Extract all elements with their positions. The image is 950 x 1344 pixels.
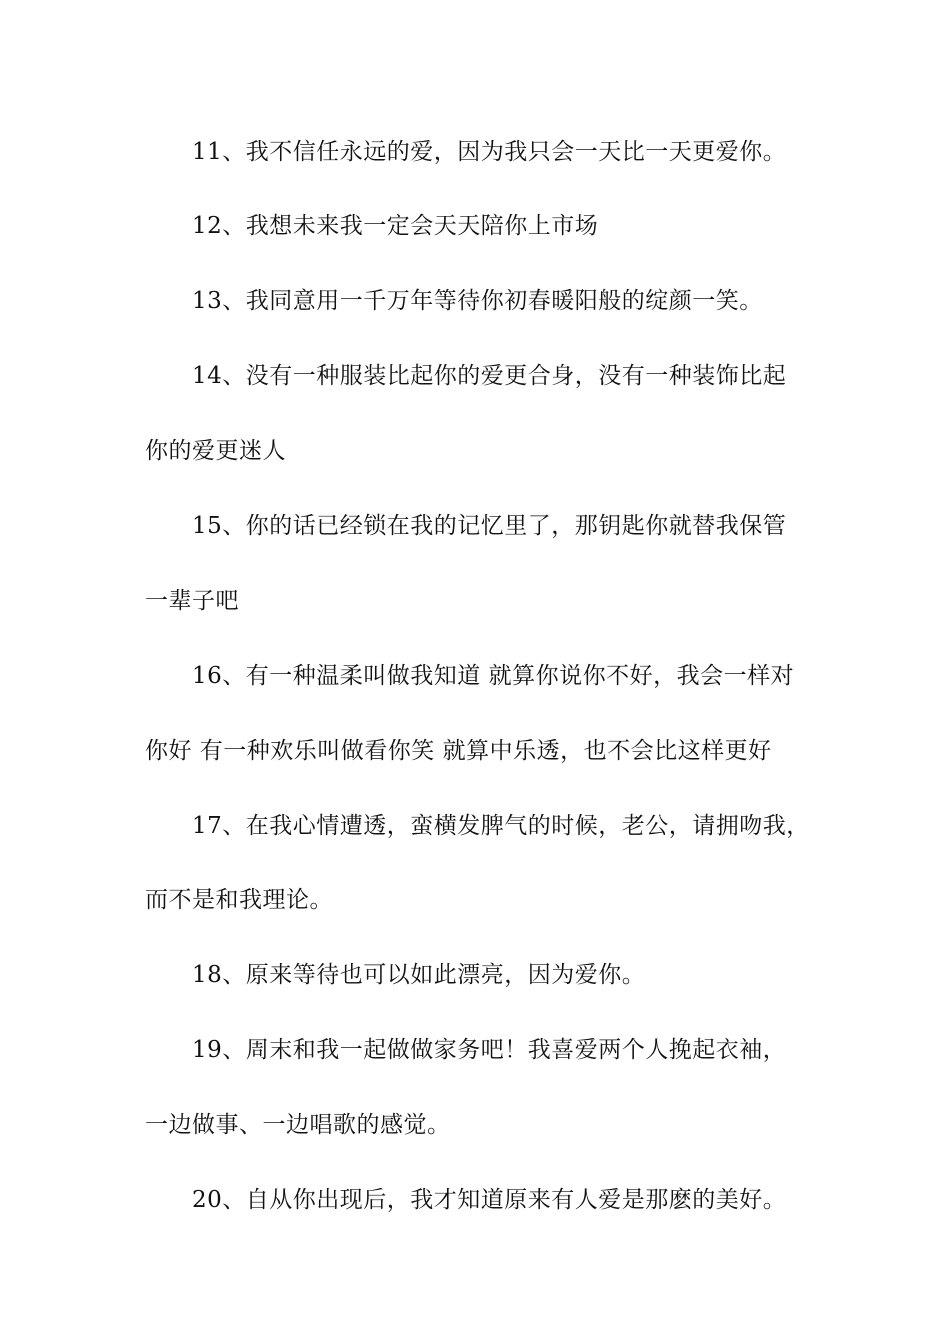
- item-16-line-2: 你好 有一种欢乐叫做看你笑 就算中乐透，也不会比这样更好: [145, 738, 772, 764]
- item-19-line-1: 19、周末和我一起做做家务吧！我喜爱两个人挽起衣袖，: [192, 1037, 787, 1063]
- item-17-line-1: 17、在我心情遭透，蛮横发脾气的时候，老公，请拥吻我，: [192, 813, 810, 839]
- item-15-line-2: 一辈子吧: [145, 588, 239, 614]
- item-20-line-1: 20、自从你出现后，我才知道原来有人爱是那麽的美好。: [192, 1187, 787, 1213]
- item-16-line-1: 16、有一种温柔叫做我知道 就算你说你不好，我会一样对: [192, 663, 795, 689]
- item-17-line-2: 而不是和我理论。: [145, 887, 333, 913]
- item-14-line-2: 你的爱更迷人: [145, 438, 286, 464]
- item-19-line-2: 一边做事、一边唱歌的感觉。: [145, 1112, 451, 1138]
- item-14-line-1: 14、没有一种服装比起你的爱更合身，没有一种装饰比起: [192, 363, 787, 389]
- item-11-line-1: 11、我不信任永远的爱，因为我只会一天比一天更爱你。: [192, 139, 787, 165]
- item-18-line-1: 18、原来等待也可以如此漂亮，因为爱你。: [192, 962, 646, 988]
- item-12-line-1: 12、我想未来我一定会天天陪你上市场: [192, 213, 599, 239]
- item-15-line-1: 15、你的话已经锁在我的记忆里了，那钥匙你就替我保管: [192, 513, 787, 539]
- item-13-line-1: 13、我同意用一千万年等待你初春暖阳般的绽颜一笑。: [192, 288, 763, 314]
